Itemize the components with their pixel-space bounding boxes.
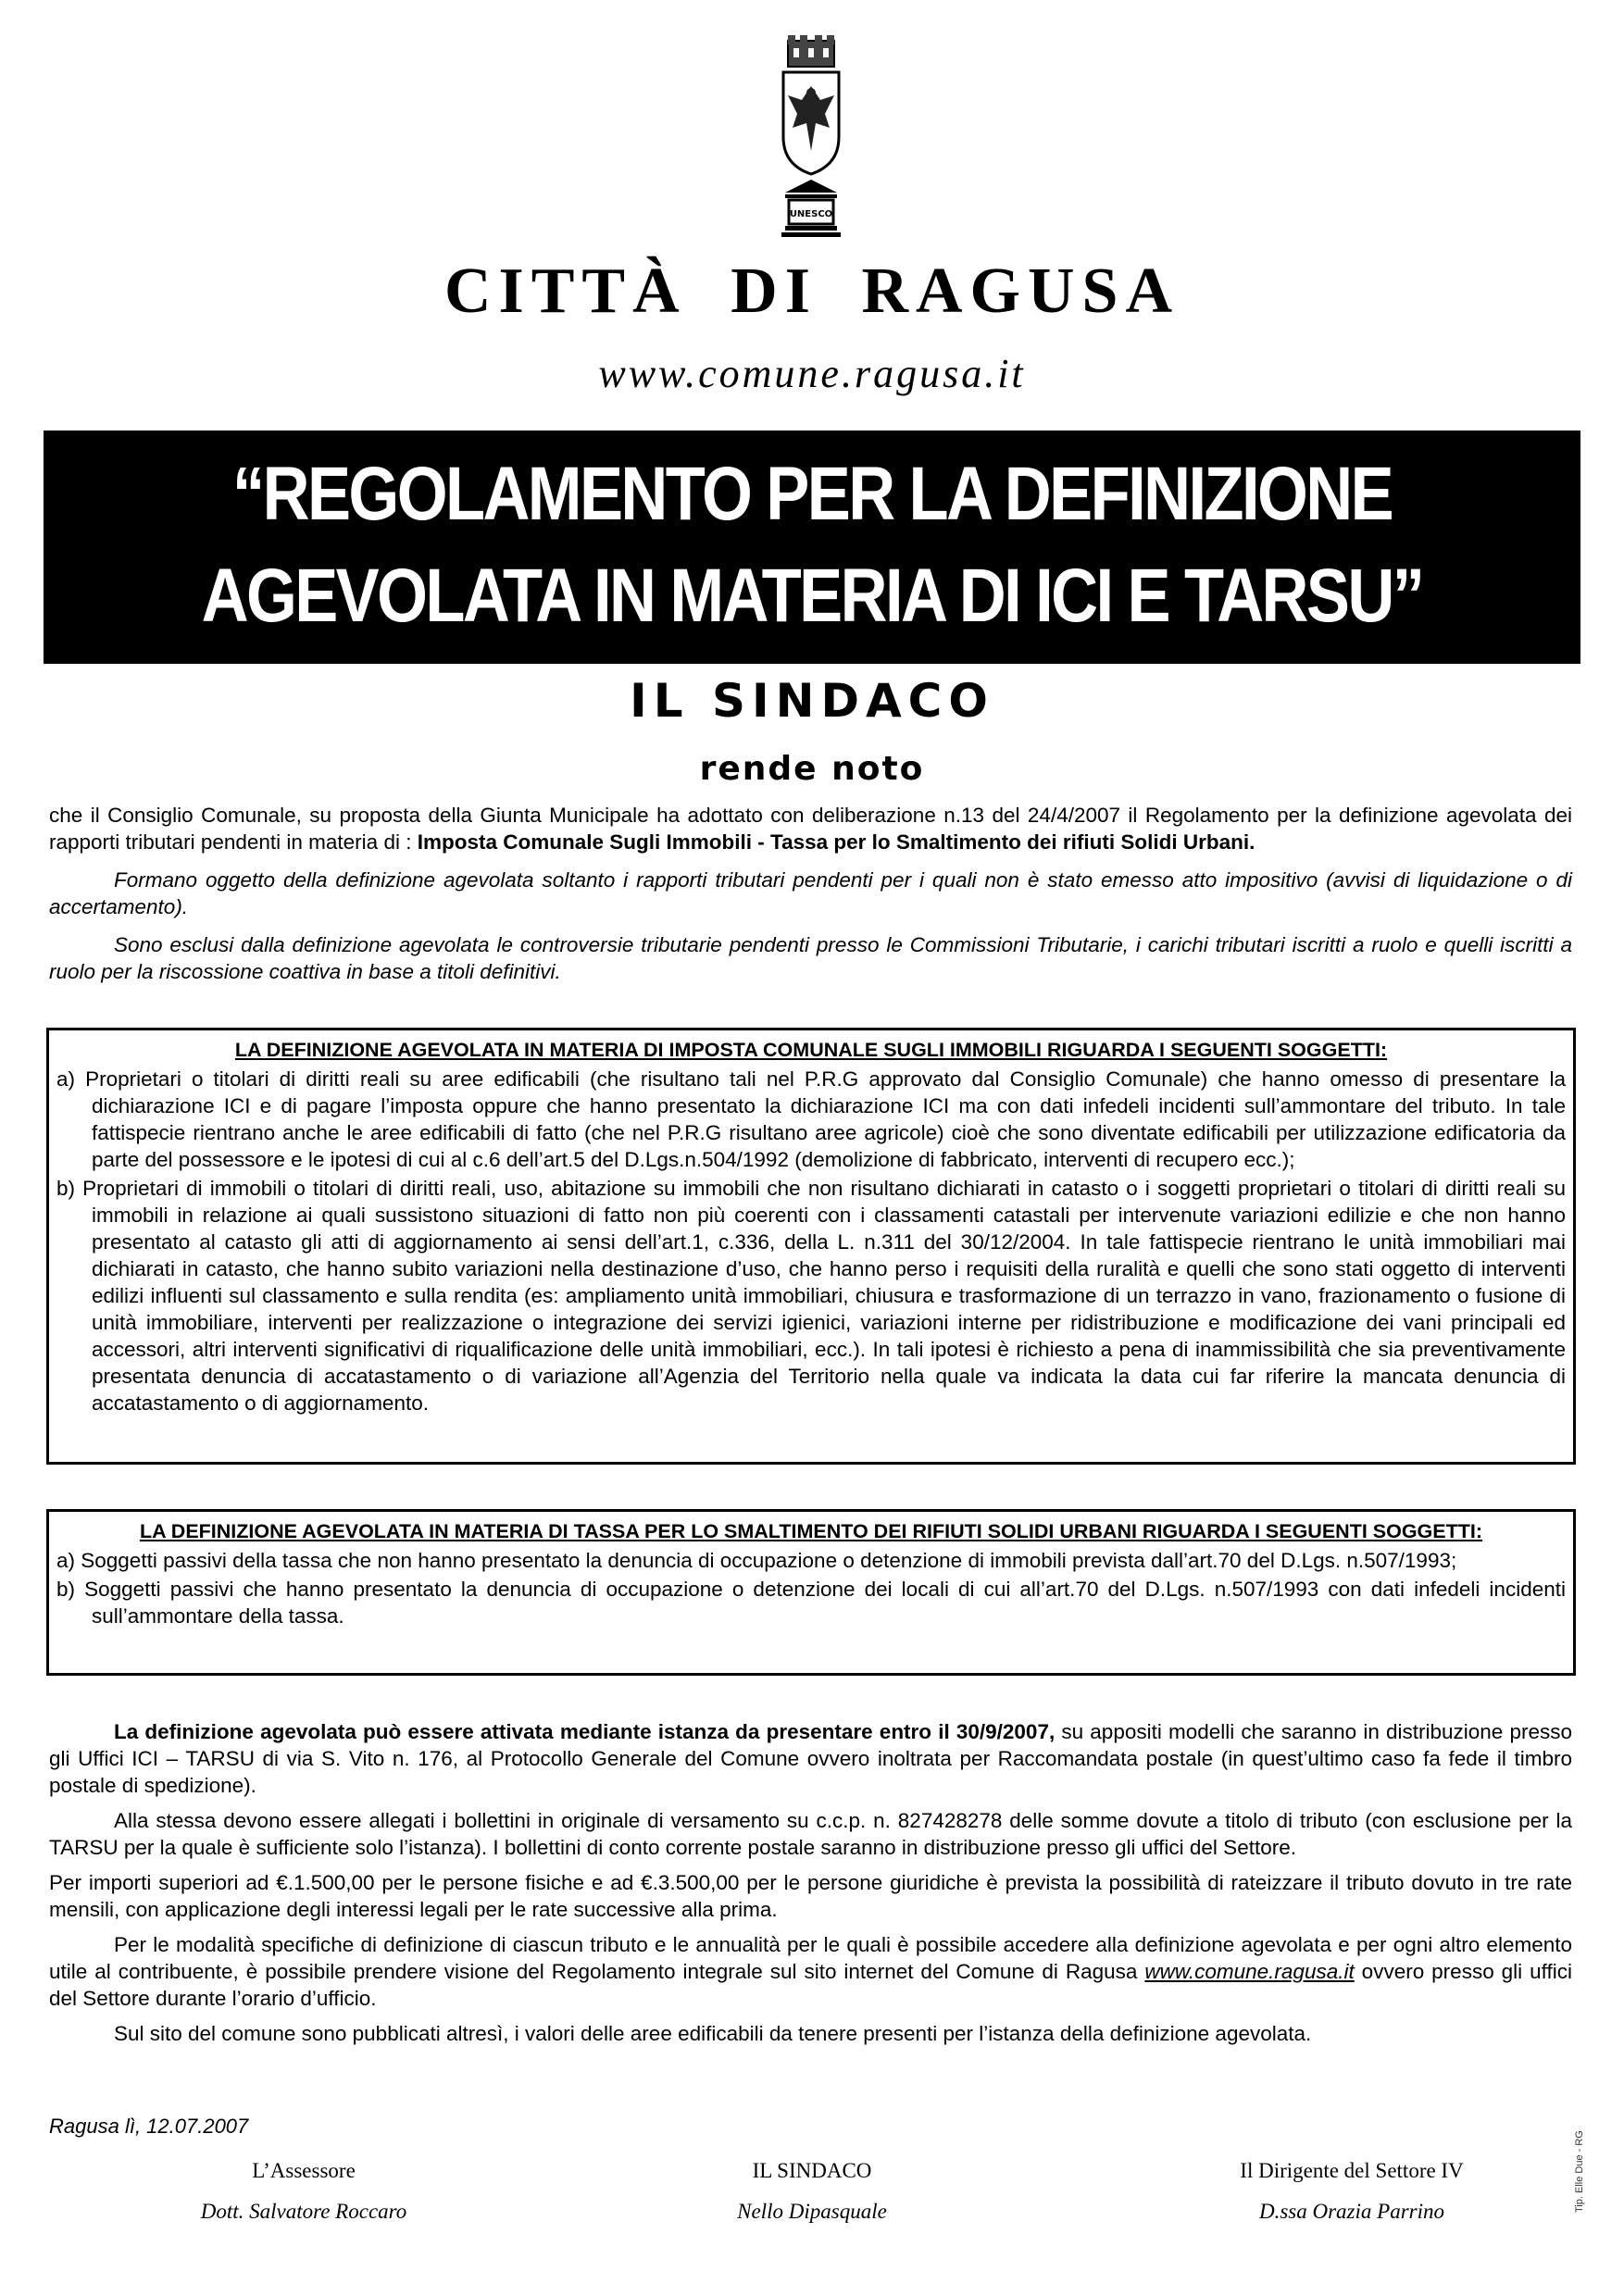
aree-paragraph: Sul sito del comune sono pubblicati altresì, i valori delle aree edificabili da tenere presenti per l’istanza della definizione agevolata. <box>114 2022 1312 2045</box>
tarsu-item-b: b) Soggetti passivi che hanno presentato la denuncia di occupazione o detenzione dei locali di cui all’art.70 del D.Lgs. n.507/1993 con dati infedeli incidenti sull’ammontare della tassa. <box>56 1578 1566 1628</box>
signature-assessore <box>119 2159 489 2224</box>
city-crest-logo <box>765 35 857 243</box>
banner-line-1: “REGOLAMENTO PER LA DEFINIZIONE <box>231 452 1393 536</box>
oggetto-paragraph: Formano oggetto della definizione agevolata soltanto i rapporti tributari pendenti per i quali non è stato emesso atto impositivo (avvisi di liquidazione o di accertamento). <box>49 868 1572 918</box>
tarsu-box-title: LA DEFINIZIONE AGEVOLATA IN MATERIA DI TASSA PER LO SMALTIMENTO DEI RIFIUTI SOLIDI URBANI RIGUARDA I SEGUENTI SOGGETTI: <box>139 1520 1483 1542</box>
signature-role: L’Assessore <box>252 2159 356 2182</box>
signature-sindaco <box>627 2159 997 2224</box>
signature-role: IL SINDACO <box>752 2159 872 2182</box>
modalita-text: Per le modalità specifiche di definizione di ciascun tributo e le annualità per le quali è possibile accedere alla definizione agevolata e per ogni altro elemento utile al contribuente, è possibile prendere visione del Regolamento integrale sul sito internet del Comune di Ragusa <box>49 1933 1572 1983</box>
istanza-text: su appositi modelli che saranno in distribuzione presso gli Uffici ICI – TARSU di via S. Vito n. 176, al Protocollo Generale del Comune ovvero inoltrata per Raccomandata postale (in quest’ultimo caso fa fede il timbro postale di spedizione). <box>49 1720 1572 1797</box>
city-title: CITTÀ DI RAGUSA <box>443 256 1181 327</box>
details-section <box>49 1718 1572 2055</box>
signature-dirigente <box>1167 2159 1537 2224</box>
ici-item-b: b) Proprietari di immobili o titolari di diritti reali, uso, abitazione su immobili che non risultano dichiarati in catasto o i soggetti proprietari o titolari di diritti reali su immobili in relazione ai quali sussistono situazioni di fatto non più coerenti con i classamenti catastali per intervenute variazioni edilizie e che non hanno presentato al catasto gli atti di aggiornamento ai sensi dell’art.1, c.336, della L. n.311 del 30/12/2004. In tale fattispecie rientrano le unità immobiliari mai dichiarati in catasto, che hanno subito variazioni nella destinazione d’uso, che hanno perso i requisiti della ruralità e quelli che sono stati oggetto di interventi edilizi influenti sul classamento e sulla rendita (es: ampliamento unità immobiliari, chiusura e trasformazione di un terrazzo in vano, frazionamento o fusione di unità immobiliare, interventi per realizzazione o integrazione dei servizi igienici, variazioni interne per ridistribuzione e modificazione dei vani principali ed accessori, altri interventi significativi di riqualificazione delle unità immobiliari, ecc.). In tali ipotesi è richiesto a pena di inammissibilità che sia preventivamente presentata denuncia di accatastamento o di variazione all’Agenzia del Territorio nella quale va indicata la data cui far riferire la mancata denuncia di accatastamento o di aggiornamento. <box>56 1177 1566 1415</box>
printer-credit: Tip. Elle Due - RG <box>1574 2130 1585 2213</box>
intro-paragraph <box>49 802 1572 855</box>
title-banner <box>44 430 1580 664</box>
tarsu-box <box>46 1509 1576 1676</box>
modalita-text-end: ovvero presso gli uffici del Settore durante l’orario d’ufficio. <box>49 1960 1572 2010</box>
ici-box <box>46 1028 1576 1465</box>
bollettini-paragraph: Alla stessa devono essere allegati i bollettini in originale di versamento su c.c.p. n. 827428278 delle somme dovute a titolo di tributo (con esclusione per la TARSU per la quale è sufficiente solo l’istanza). I bollettini di conto corrente postale saranno in distribuzione presso gli uffici del Settore. <box>49 1809 1572 1859</box>
intro-taxes: Imposta Comunale Sugli Immobili - Tassa per lo Smaltimento dei rifiuti Solidi Urbani. <box>417 830 1255 854</box>
sindaco-heading: IL SINDACO <box>630 674 994 728</box>
tarsu-item-a: a) Soggetti passivi della tassa che non hanno presentato la denuncia di occupazione o detenzione di immobili prevista dall’art.70 del D.Lgs. n.507/1993; <box>56 1549 1457 1572</box>
regolamento-link[interactable]: www.comune.ragusa.it <box>1144 1960 1355 1983</box>
modalita-paragraph <box>49 1931 1572 2012</box>
banner-line-2: AGEVOLATA IN MATERIA DI ICI E TARSU” <box>201 554 1423 638</box>
signature-role: Il Dirigente del Settore IV <box>1240 2159 1464 2182</box>
crest-unesco-label: UNESCO <box>789 209 833 219</box>
website-url: www.comune.ragusa.it <box>598 351 1026 396</box>
signature-name: Nello Dipasquale <box>737 2200 887 2223</box>
intro-text: che il Consiglio Comunale, su proposta della Giunta Municipale ha adottato con deliberazione n.13 del 24/4/2007 il Regolamento per la definizione agevolata dei rapporti tributari pendenti in materia di : <box>49 804 1572 854</box>
istanza-deadline: La definizione agevolata può essere attivata mediante istanza da presentare entro il 30/9/2007, <box>114 1720 1056 1743</box>
signature-name: Dott. Salvatore Roccaro <box>200 2200 407 2223</box>
signature-name: D.ssa Orazia Parrino <box>1258 2200 1444 2223</box>
document-date: Ragusa lì, 12.07.2007 <box>49 2115 249 2138</box>
esclusi-paragraph: Sono esclusi dalla definizione agevolata le controversie tributarie pendenti presso le Commissioni Tributarie, i carichi tributari iscritti a ruolo e quelli iscritti a ruolo per la riscossione coattiva in base a titoli definitivi. <box>49 933 1572 983</box>
rate-paragraph: Per importi superiori ad €.1.500,00 per le persone fisiche e ad €.3.500,00 per le persone giuridiche è prevista la possibilità di rateizzare il tributo dovuto in tre rate mensili, con applicazione degli interessi legali per le rate successive alla prima. <box>49 1871 1572 1921</box>
rende-noto-heading: rende noto <box>699 750 925 788</box>
ici-item-a: a) Proprietari o titolari di diritti reali su aree edificabili (che risultano tali nel P.R.G approvato dal Consiglio Comunale) che hanno omesso di presentare la dichiarazione ICI e di pagare l’imposta oppure che hanno presentato la dichiarazione ICI ma con dati infedeli incidenti sull’ammontare del tributo. In tale fattispecie rientrano anche le aree edificabili di fatto (che nel P.R.G risultano aree agricole) cioè che sono diventate edificabili per utilizzazione edificatoria da parte del possessore e le ipotesi di cui al c.6 dell’art.5 del D.Lgs.n.504/1992 (demolizione di fabbricato, interventi di recupero ecc.); <box>56 1067 1566 1171</box>
istanza-paragraph <box>49 1718 1572 1799</box>
ici-box-title: LA DEFINIZIONE AGEVOLATA IN MATERIA DI IMPOSTA COMUNALE SUGLI IMMOBILI RIGUARDA I SEGUENTI SOGGETTI: <box>234 1039 1388 1061</box>
intro-section <box>49 802 1572 985</box>
